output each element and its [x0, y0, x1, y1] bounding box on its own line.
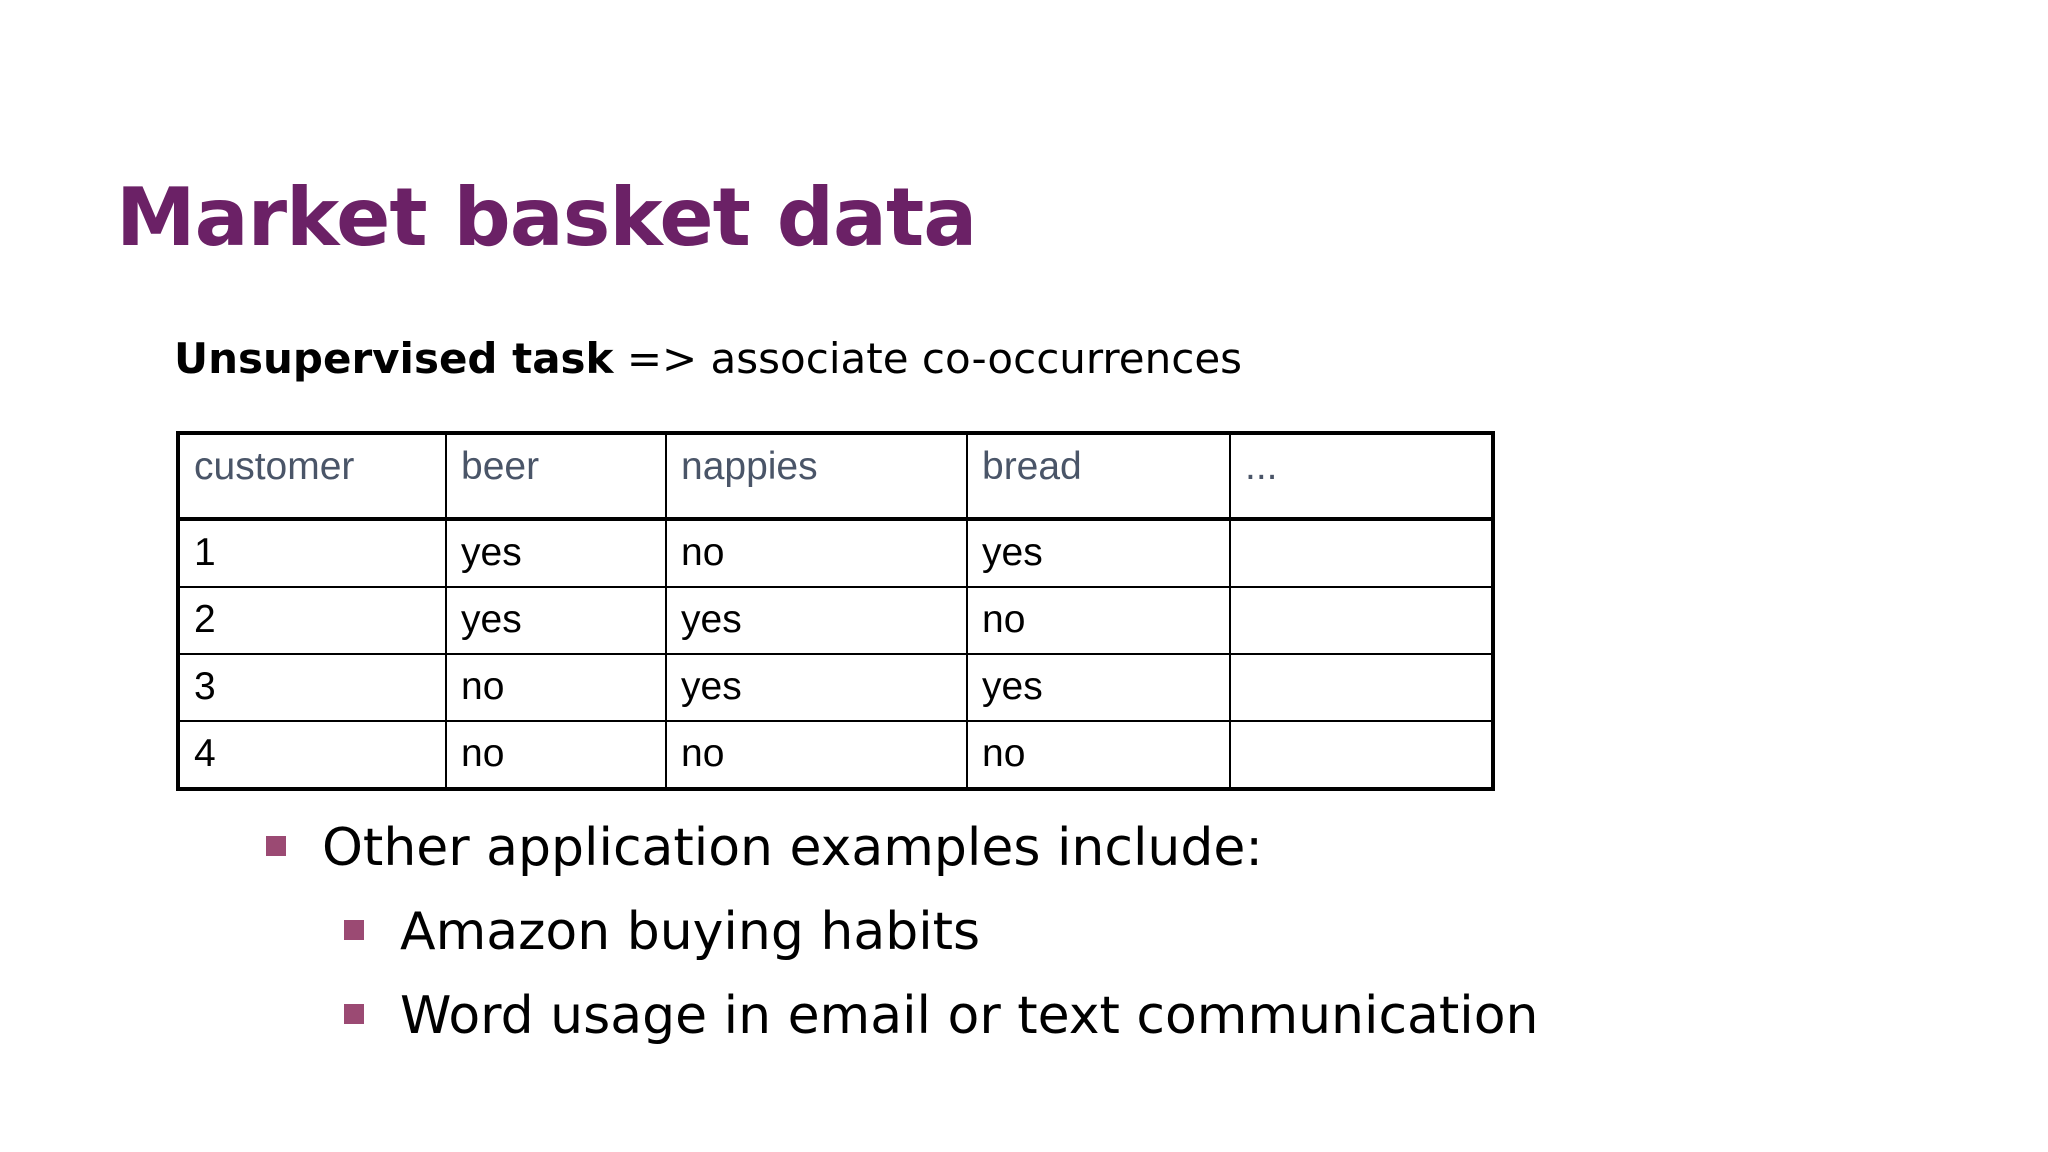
table-cell: 3 — [178, 654, 446, 721]
table-cell: no — [446, 721, 666, 789]
sub-bullet-text: Word usage in email or text communication — [400, 986, 1539, 1046]
table-cell: no — [666, 519, 967, 587]
column-header-bread: bread — [967, 433, 1230, 519]
table-row — [178, 654, 1493, 721]
market-basket-table — [176, 431, 1495, 791]
table-cell: yes — [446, 519, 666, 587]
table-cell: no — [666, 721, 967, 789]
table-cell: yes — [666, 587, 967, 654]
table-header-row — [178, 433, 1493, 519]
table-cell: yes — [967, 519, 1230, 587]
square-bullet-icon — [344, 1004, 364, 1024]
table-cell — [1230, 654, 1493, 721]
column-header-nappies: nappies — [666, 433, 967, 519]
column-header-customer: customer — [178, 433, 446, 519]
slide-subtitle — [174, 334, 1242, 384]
table-cell: yes — [666, 654, 967, 721]
table-cell: no — [967, 587, 1230, 654]
table-cell: 1 — [178, 519, 446, 587]
table-row — [178, 587, 1493, 654]
table-cell: yes — [967, 654, 1230, 721]
table-cell: 4 — [178, 721, 446, 789]
column-header-more: ... — [1230, 433, 1493, 519]
table-cell — [1230, 721, 1493, 789]
table-cell: no — [446, 654, 666, 721]
square-bullet-icon — [266, 836, 286, 856]
table-row — [178, 519, 1493, 587]
table-cell: yes — [446, 587, 666, 654]
table-cell — [1230, 519, 1493, 587]
table-cell — [1230, 587, 1493, 654]
table-cell: no — [967, 721, 1230, 789]
bullet-text: Other application examples include: — [322, 818, 1263, 878]
column-header-beer: beer — [446, 433, 666, 519]
subtitle-bold-text: Unsupervised task — [174, 334, 614, 383]
table-cell: 2 — [178, 587, 446, 654]
subtitle-text: => associate co-occurrences — [613, 334, 1243, 383]
sub-bullet-text: Amazon buying habits — [400, 902, 981, 962]
square-bullet-icon — [344, 920, 364, 940]
table-row — [178, 721, 1493, 789]
slide-title: Market basket data — [116, 171, 977, 264]
